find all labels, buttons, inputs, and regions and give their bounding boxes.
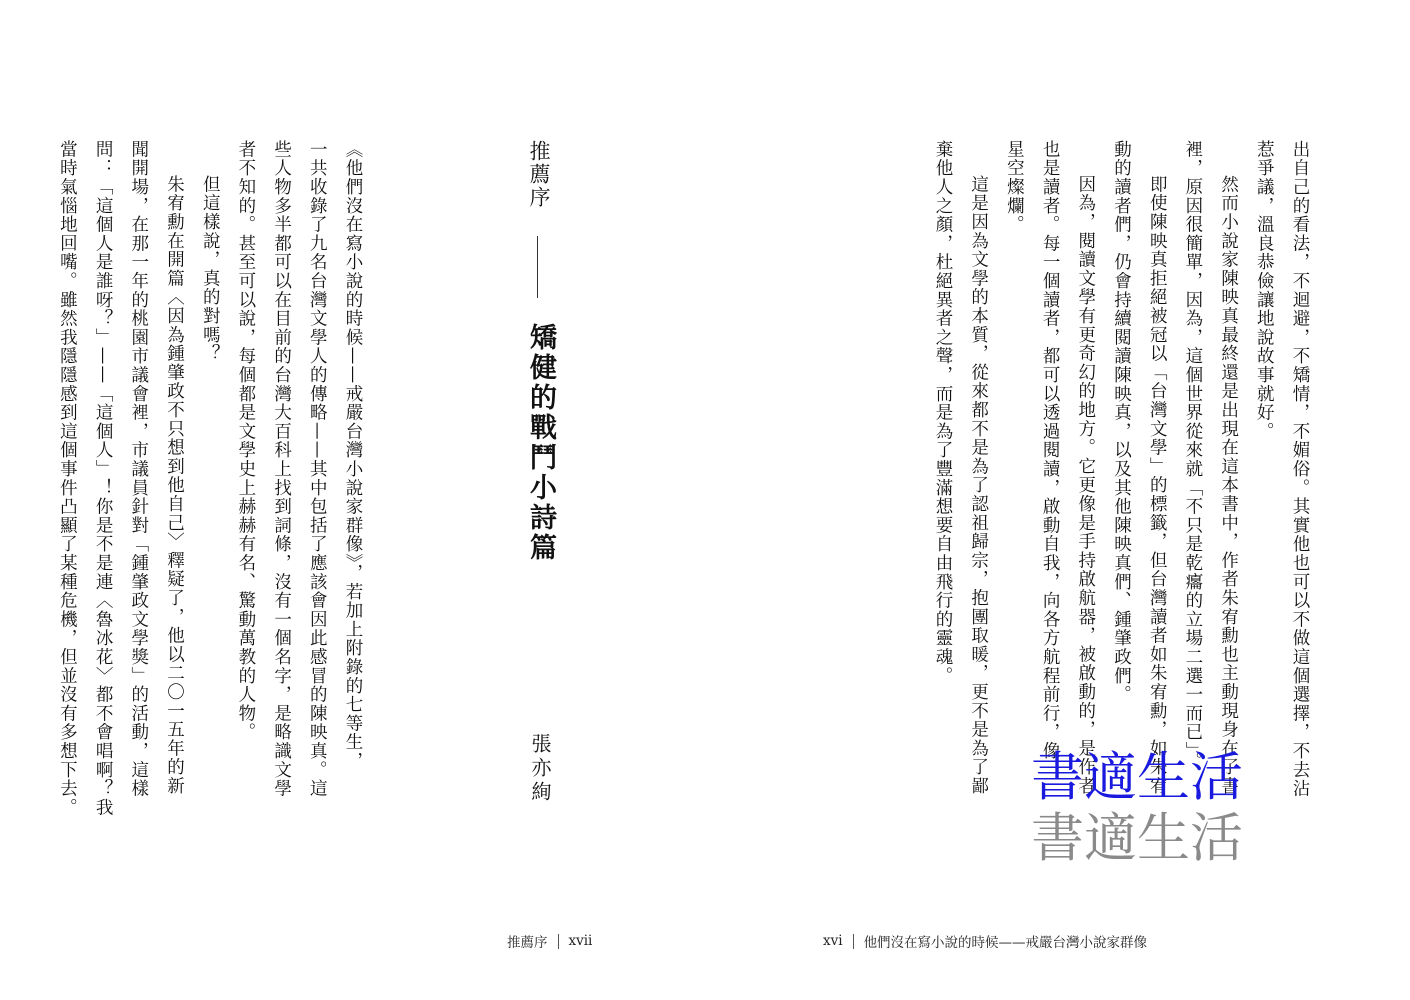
right-paragraph-3: 然而小說家陳映真最終還是出現在這本書中，作者朱宥勳也主動現身在了書 xyxy=(1218,175,1239,796)
essay-author: 張亦絢 xyxy=(528,733,552,805)
right-paragraph-4: 裡，原因很簡單，因為，這個世界從來就「不只是乾癟的立場二選一而已」。 xyxy=(1182,140,1203,771)
right-page-footer xyxy=(823,931,1147,951)
right-paragraph-11: 棄他人之顏，杜絕異者之聲，而是為了豐滿想要自由飛行的靈魂。 xyxy=(932,140,953,686)
right-paragraph-8: 也是讀者。每一個讀者，都可以透過閱讀，啟動自我，向各方航程前行，像 xyxy=(1040,140,1061,761)
right-running-title: 他們沒在寫小說的時候——戒嚴台灣小說家群像 xyxy=(863,935,1148,951)
footer-separator xyxy=(558,934,559,949)
right-paragraph-9: 星空燦爛。 xyxy=(1004,140,1025,234)
left-paragraph-9: 當時氣惱地回嘴。雖然我隱隱感到這個事件凸顯了某種危機，但並沒有多想下去。 xyxy=(57,140,78,817)
left-running-title: 推薦序 xyxy=(507,935,548,951)
left-paragraph-6: 朱宥勳在開篇〈因為鍾肇政不只想到他自己〉釋疑了，他以二〇一五年的新 xyxy=(164,175,185,796)
left-page-body xyxy=(57,140,370,840)
left-paragraph-7: 聞開場，在那一年的桃園市議會裡，市議員針對「鍾肇政文學獎」的活動，這樣 xyxy=(128,140,149,798)
left-paragraph-3: 些人物多半都可以在目前的台灣大百科上找到詞條，沒有一個名字，是略識文學 xyxy=(271,140,292,798)
left-paragraph-4: 者不知的。甚至可以說，每個都是文學史上赫赫有名、驚動萬教的人物。 xyxy=(235,140,256,742)
right-paragraph-7: 因為，閱讀文學有更奇幻的地方。它更像是手持啟航器，被啟動的，是作者 xyxy=(1075,175,1096,796)
right-paragraph-10: 這是因為文學的本質，從來都不是為了認祖歸宗，抱團取暖，更不是為了鄙 xyxy=(968,175,989,796)
watermark-logo-primary: 書適生活 xyxy=(1031,747,1243,808)
right-paragraph-6: 動的讀者們，仍會持續閱讀陳映真，以及其他陳映真們、鍾肇政們。 xyxy=(1111,140,1132,704)
left-page-footer xyxy=(507,931,592,951)
essay-title: 矯健的戰鬥小詩篇 xyxy=(525,323,556,563)
watermark-logo-secondary: 書適生活 xyxy=(1031,808,1243,869)
footer-separator xyxy=(853,934,854,949)
left-paragraph-5: 但這樣說，真的對嗎？ xyxy=(200,175,221,363)
right-page-number: xvi xyxy=(823,933,843,949)
left-paragraph-8: 問：「這個人是誰呀？」——「這個人」！你是不是連〈魯冰花〉都不會唱啊？我 xyxy=(93,140,114,817)
section-label: 推薦序 xyxy=(527,140,551,209)
right-paragraph-5: 即使陳映真拒絕被冠以「台灣文學」的標籤，但台灣讀者如朱宥勳，如朱宥 xyxy=(1147,175,1168,796)
left-page-number: xvii xyxy=(568,933,593,949)
left-paragraph-2: 一共收錄了九名台灣文學人的傳略——其中包括了應該會因此感冒的陳映真。這 xyxy=(307,140,328,798)
right-page-body xyxy=(932,140,1317,840)
right-paragraph-1: 出自己的看法，不迴避，不矯情，不媚俗。其實他也可以不做這個選擇，不去沾 xyxy=(1290,140,1310,798)
left-paragraph-1: 《他們沒在寫小說的時候——戒嚴台灣小說家群像》，若加上附錄的七等生， xyxy=(343,140,363,771)
right-paragraph-2: 惹爭議，溫良恭儉讓地說故事就好。 xyxy=(1254,140,1275,441)
heading-divider xyxy=(537,236,538,298)
